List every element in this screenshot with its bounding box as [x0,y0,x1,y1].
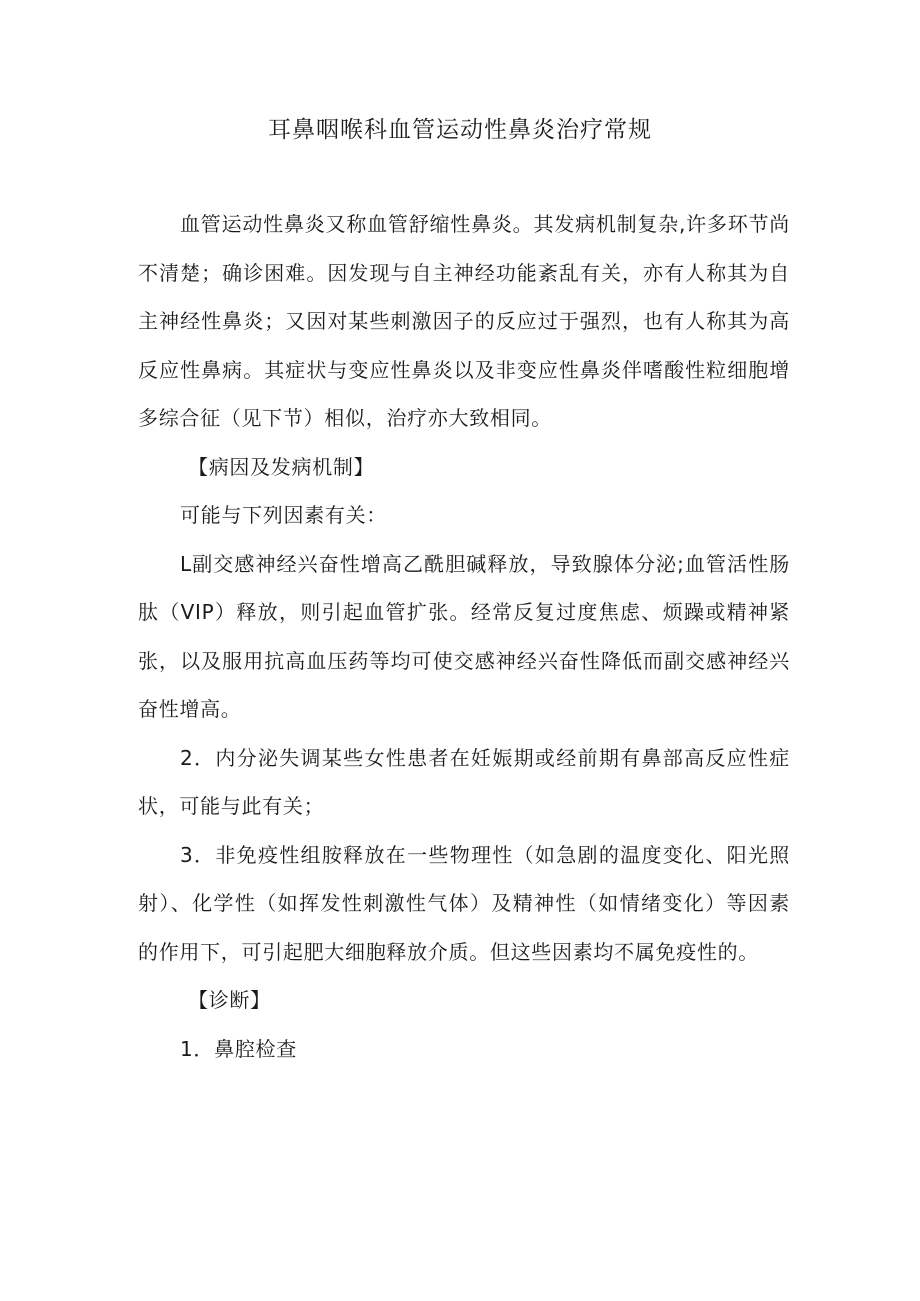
etiology-item-1: L副交感神经兴奋性增高乙酰胆碱释放，导致腺体分泌;血管活性肠肽（VIP）释放，则引起血管扩张。经常反复过度焦虑、烦躁或精神紧张，以及服用抗高血压药等均可使交感神经兴奋性降低而副交感神经兴奋性增高。 [138,551,790,721]
etiology-item-2: 2．内分泌失调某些女性患者在妊娠期或经前期有鼻部高反应性症状，可能与此有关； [138,745,790,818]
document-title: 耳鼻咽喉科血管运动性鼻炎治疗常规 [268,117,652,143]
intro-paragraph: 血管运动性鼻炎又称血管舒缩性鼻炎。其发病机制复杂,许多环节尚不清楚；确诊困难。因发现与自主神经功能紊乱有关，亦有人称其为自主神经性鼻炎；又因对某些刺激因子的反应过于强烈，也有人称其为高反应性鼻病。其症状与变应性鼻炎以及非变应性鼻炎伴嗜酸性粒细胞增多综合征（见下节）相似，治疗亦大致相同。 [138,212,790,430]
etiology-heading: 【病因及发病机制】 [188,454,375,479]
diagnosis-item-1: 1．鼻腔检查 [180,1036,297,1061]
etiology-lead: 可能与下列因素有关： [180,503,387,527]
document-body [138,200,790,1073]
diagnosis-heading: 【诊断】 [188,988,271,1012]
etiology-item-3: 3．非免疫性组胺释放在一些物理性（如急剧的温度变化、阳光照射）、化学性（如挥发性刺激性气体）及精神性（如情绪变化）等因素的作用下，可引起肥大细胞释放介质。但这些因素均不属免疫性的。 [138,842,790,964]
